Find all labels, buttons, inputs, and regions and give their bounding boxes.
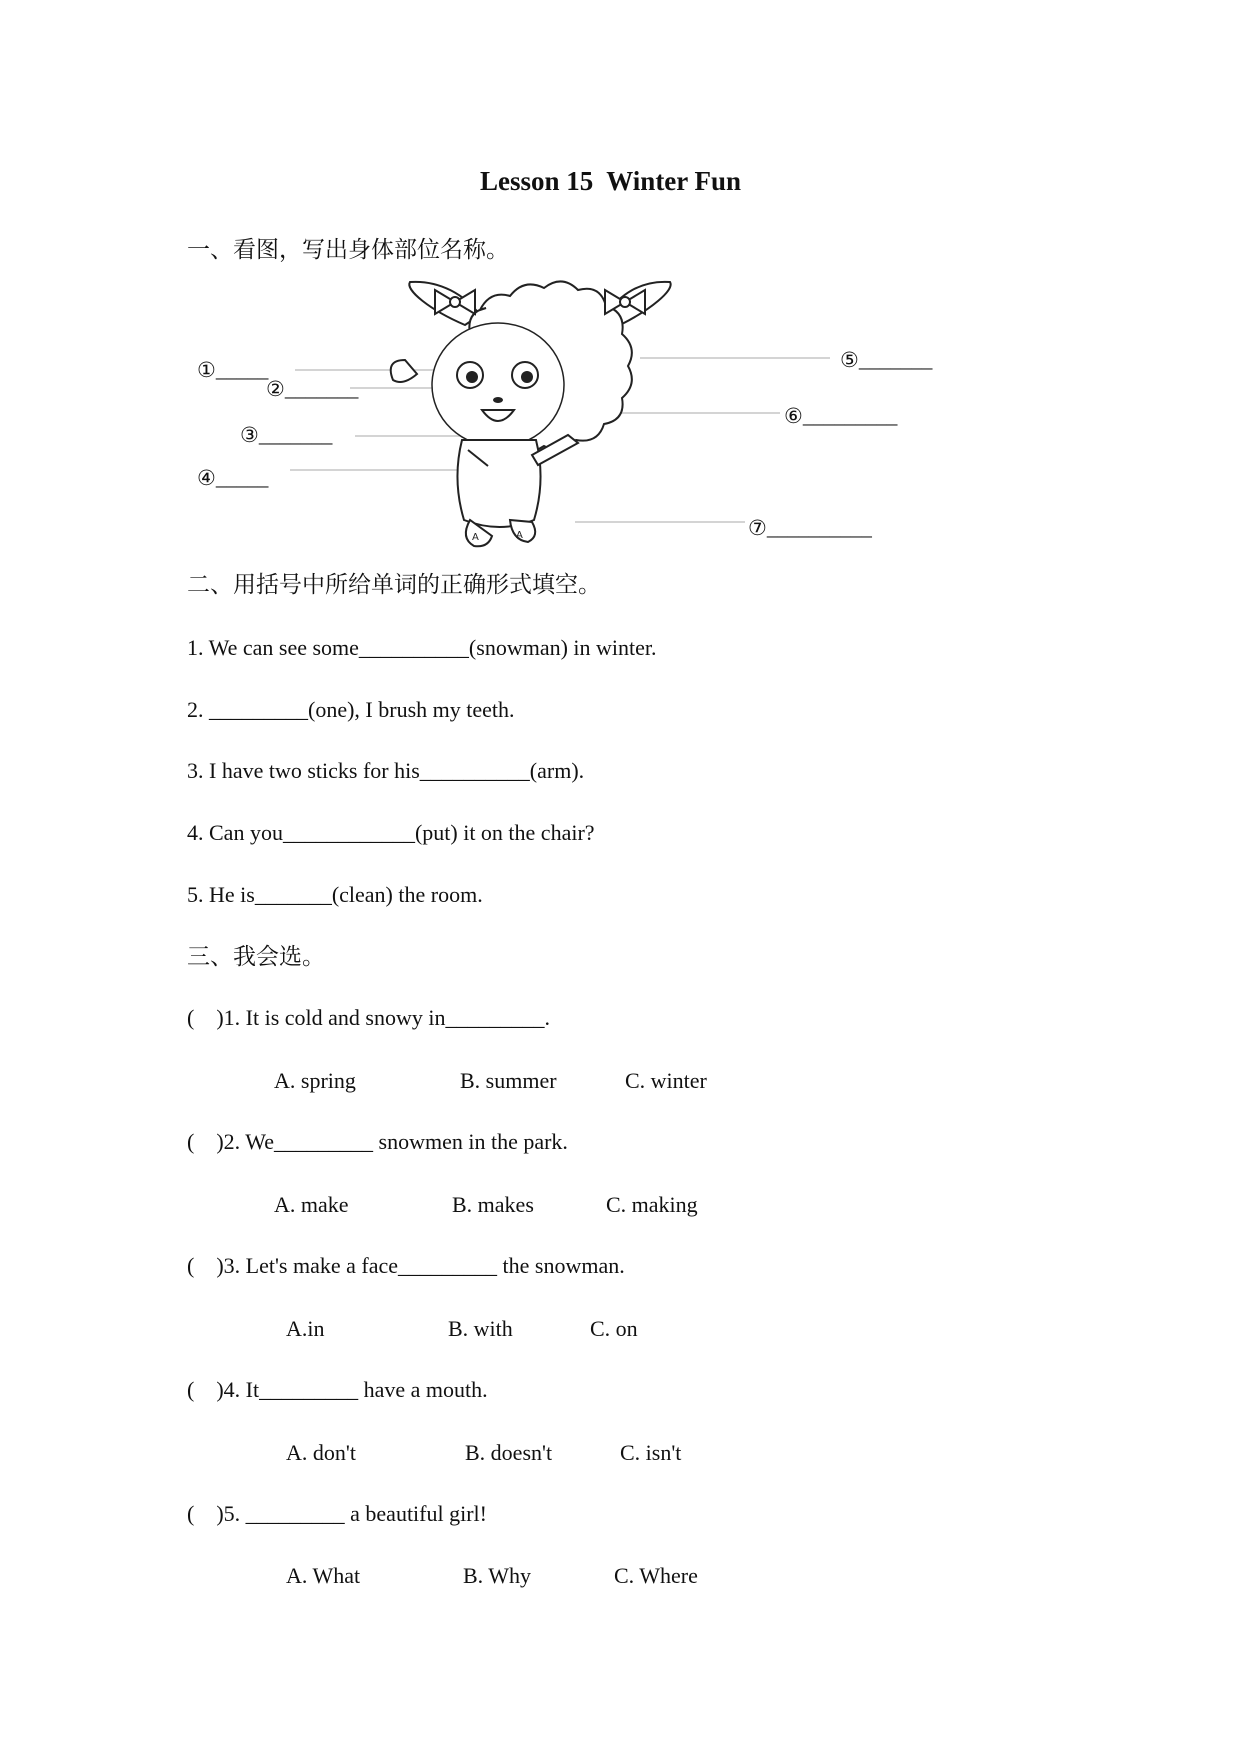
- question-4-option-a: A. don't: [286, 1440, 356, 1465]
- question-4-option-b: B. doesn't: [465, 1440, 553, 1465]
- question-5-option-b: B. Why: [463, 1563, 532, 1588]
- fill-item-5: 5. He is_______(clean) the room.: [187, 882, 483, 907]
- label-4: ④_____: [197, 466, 269, 490]
- question-1-option-b: B. summer: [460, 1068, 557, 1093]
- question-2-option-a: A. make: [274, 1192, 349, 1217]
- question-1-option-c: C. winter: [625, 1068, 707, 1093]
- label-5: ⑤_______: [840, 348, 933, 372]
- question-3-option-a: A.in: [286, 1316, 325, 1341]
- svg-text:A: A: [472, 532, 479, 543]
- question-5-option-a: A. What: [286, 1563, 361, 1588]
- label-7: ⑦__________: [748, 516, 872, 540]
- fill-item-2: 2. _________(one), I brush my teeth.: [187, 697, 515, 722]
- question-3-option-b: B. with: [448, 1316, 513, 1341]
- question-5: ( )5. _________ a beautiful girl!: [187, 1501, 487, 1526]
- question-4: ( )4. It_________ have a mouth.: [187, 1377, 488, 1402]
- label-2: ②_______: [266, 377, 359, 401]
- question-1: ( )1. It is cold and snowy in_________.: [187, 1005, 550, 1030]
- question-4-option-c: C. isn't: [620, 1440, 682, 1465]
- label-1: ①_____: [197, 358, 269, 382]
- label-6: ⑥_________: [784, 404, 898, 428]
- question-3-option-c: C. on: [590, 1316, 638, 1341]
- question-5-option-c: C. Where: [614, 1563, 698, 1588]
- section-3-heading: 三、我会选。: [187, 944, 325, 969]
- fill-item-1: 1. We can see some__________(snowman) in winter.: [187, 635, 657, 660]
- question-2-option-b: B. makes: [452, 1192, 534, 1217]
- fill-item-4: 4. Can you____________(put) it on the chair?: [187, 820, 595, 845]
- fill-item-3: 3. I have two sticks for his__________(arm).: [187, 758, 585, 783]
- svg-text:A: A: [516, 530, 523, 541]
- question-3: ( )3. Let's make a face_________ the snowman.: [187, 1253, 625, 1278]
- section-1-heading: 一、看图，写出身体部位名称。: [187, 237, 509, 262]
- question-1-option-a: A. spring: [274, 1068, 356, 1093]
- question-2-option-c: C. making: [606, 1192, 698, 1217]
- question-2: ( )2. We_________ snowmen in the park.: [187, 1129, 568, 1154]
- page-title: Lesson 15 Winter Fun: [480, 166, 742, 196]
- section-2-heading: 二、用括号中所给单词的正确形式填空。: [187, 572, 601, 597]
- label-3: ③_______: [240, 423, 333, 447]
